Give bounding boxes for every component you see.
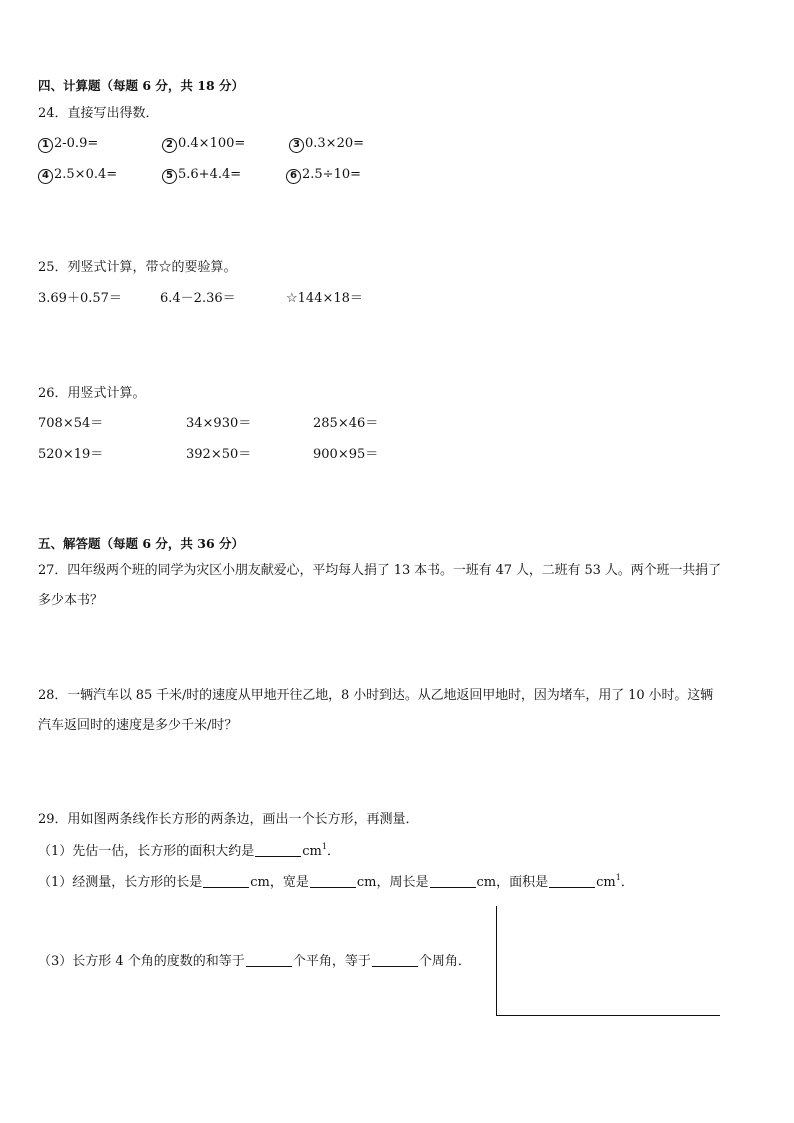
circled-number: 6 bbox=[286, 169, 301, 184]
q25-item-3: ☆144×18＝ bbox=[286, 291, 363, 306]
q29-p2-text: （1）经测量，长方形的长是 bbox=[38, 875, 203, 890]
question-27-line-1: 27．四年级两个班的同学为灾区小朋友献爱心，平均每人捐了 13 本书。一班有 47 人，二班有 53 人。两个班一共捐了 bbox=[38, 563, 721, 578]
q24-expr: 0.4×100= bbox=[178, 136, 246, 151]
q26-item-3: 285×46＝ bbox=[313, 416, 379, 431]
punct: ． bbox=[620, 875, 634, 890]
question-28-line-2: 汽车返回时的速度是多少千米/时？ bbox=[38, 718, 238, 733]
unit-exponent: 1 bbox=[321, 842, 327, 851]
circled-number: 1 bbox=[38, 138, 53, 153]
answer-blank[interactable] bbox=[255, 844, 301, 857]
q26-item-4: 520×19＝ bbox=[38, 447, 104, 462]
question-27-line-2: 多少本书？ bbox=[38, 593, 104, 608]
q24-expr: 2-0.9= bbox=[54, 136, 99, 151]
q29-p2-text: cm，面积是 bbox=[476, 875, 549, 890]
question-26-prompt: 26．用竖式计算。 bbox=[38, 386, 146, 401]
q24-item-2 bbox=[162, 136, 245, 153]
question-28-line-1: 28．一辆汽车以 85 千米/时的速度从甲地开往乙地，8 小时到达。从乙地返回甲地时，因为堵车，用了 10 小时。这辆 bbox=[38, 688, 714, 703]
q29-part-2 bbox=[38, 875, 634, 891]
figure-vertical-side bbox=[496, 906, 497, 1016]
circled-number: 3 bbox=[289, 138, 304, 153]
q26-item-6: 900×95＝ bbox=[313, 447, 379, 462]
q26-item-5: 392×50＝ bbox=[186, 447, 252, 462]
question-29-prompt: 29．用如图两条线作长方形的两条边，画出一个长方形，再测量． bbox=[38, 812, 419, 827]
figure-horizontal-side bbox=[496, 1015, 720, 1016]
answer-blank-width[interactable] bbox=[310, 875, 356, 888]
q24-expr: 2.5÷10= bbox=[302, 167, 362, 182]
q26-item-1: 708×54＝ bbox=[38, 416, 104, 431]
q24-item-6 bbox=[286, 167, 361, 184]
section-4-title: 四、计算题（每题 6 分，共 18 分） bbox=[38, 78, 245, 93]
q24-item-5 bbox=[162, 167, 241, 184]
answer-blank-perimeter[interactable] bbox=[430, 875, 476, 888]
answer-blank-straight-angles[interactable] bbox=[246, 954, 292, 967]
q29-p2-text: cm，周长是 bbox=[356, 875, 429, 890]
q26-item-2: 34×930＝ bbox=[186, 416, 252, 431]
circled-number: 2 bbox=[162, 138, 177, 153]
q29-p1-text: （1）先估一估，长方形的面积大约是 bbox=[38, 844, 255, 859]
q29-part-3 bbox=[38, 954, 471, 970]
q29-p3-text: （3）长方形 4 个角的度数的和等于 bbox=[38, 954, 245, 969]
q29-p2-text: cm，宽是 bbox=[250, 875, 309, 890]
question-24-prompt: 24．直接写出得数． bbox=[38, 106, 159, 121]
answer-blank-area[interactable] bbox=[549, 875, 595, 888]
q29-part-1 bbox=[38, 844, 340, 860]
question-25-prompt: 25．列竖式计算，带☆的要验算。 bbox=[38, 260, 237, 275]
unit-text: cm bbox=[596, 875, 616, 890]
answer-blank-full-angles[interactable] bbox=[372, 954, 418, 967]
section-5-title: 五、解答题（每题 6 分，共 36 分） bbox=[38, 536, 245, 551]
q24-item-4 bbox=[38, 167, 117, 184]
q24-expr: 2.5×0.4= bbox=[54, 167, 118, 182]
circled-number: 4 bbox=[38, 169, 53, 184]
unit-text: cm bbox=[302, 844, 322, 859]
answer-blank-length[interactable] bbox=[203, 875, 249, 888]
q24-expr: 5.6+4.4= bbox=[178, 167, 242, 182]
q24-item-3 bbox=[289, 136, 364, 153]
q25-item-2: 6.4－2.36＝ bbox=[160, 291, 236, 306]
q29-p3-text: 个平角，等于 bbox=[292, 954, 371, 969]
unit-exponent: 1 bbox=[615, 873, 621, 882]
punct: ． bbox=[326, 844, 340, 859]
q25-item-1: 3.69＋0.57＝ bbox=[38, 291, 122, 306]
q24-expr: 0.3×20= bbox=[305, 136, 365, 151]
q24-item-1 bbox=[38, 136, 98, 153]
circled-number: 5 bbox=[162, 169, 177, 184]
q29-p3-text: 个周角． bbox=[418, 954, 471, 969]
